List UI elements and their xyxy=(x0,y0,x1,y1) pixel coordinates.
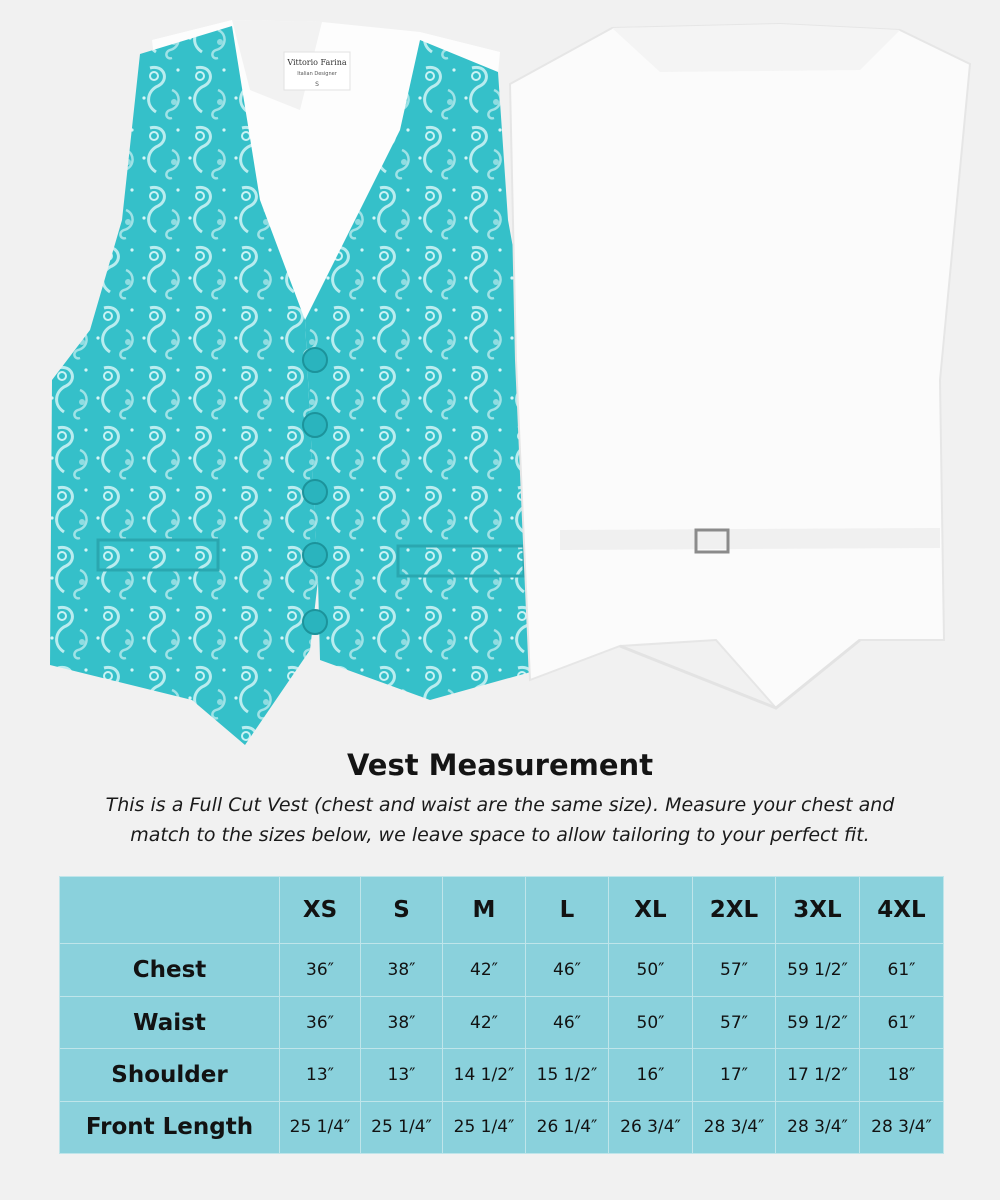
description-line-1: This is a Full Cut Vest (chest and waist are the same size). Measure your chest and xyxy=(105,794,895,816)
size-header-4xl: 4XL xyxy=(860,877,944,944)
table-cell: 42″ xyxy=(443,996,526,1048)
label-tagline-text: Italian Designer xyxy=(297,71,337,77)
table-cell: 36″ xyxy=(280,944,361,996)
size-header-3xl: 3XL xyxy=(776,877,860,944)
label-size-text: S xyxy=(315,81,319,88)
table-cell: 42″ xyxy=(443,944,526,996)
table-cell: 57″ xyxy=(693,944,776,996)
table-cell: 38″ xyxy=(361,944,443,996)
vest-back-panel xyxy=(510,24,970,708)
size-header-m: M xyxy=(443,877,526,944)
table-cell: 25 1/4″ xyxy=(280,1101,361,1153)
table-cell: 28 3/4″ xyxy=(776,1101,860,1153)
table-cell: 25 1/4″ xyxy=(443,1101,526,1153)
table-cell: 18″ xyxy=(860,1049,944,1101)
table-cell: 36″ xyxy=(280,996,361,1048)
table-cell: 46″ xyxy=(526,996,609,1048)
page-title: Vest Measurement xyxy=(346,748,654,782)
table-cell: 59 1/2″ xyxy=(776,996,860,1048)
back-collar xyxy=(612,24,900,72)
row-label-chest: Chest xyxy=(60,944,280,996)
size-chart-table xyxy=(59,876,944,1154)
size-header-xl: XL xyxy=(609,877,693,944)
table-cell: 13″ xyxy=(361,1049,443,1101)
front-vest xyxy=(50,20,574,745)
row-label-waist: Waist xyxy=(60,996,280,1048)
table-cell: 25 1/4″ xyxy=(361,1101,443,1153)
table-cell: 16″ xyxy=(609,1049,693,1101)
back-vest xyxy=(510,24,970,708)
size-header-s: S xyxy=(361,877,443,944)
row-label-shoulder: Shoulder xyxy=(60,1049,280,1101)
description-line-2: match to the sizes below, we leave space to allow tailoring to your perfect fit. xyxy=(130,824,870,846)
row-label-front-length: Front Length xyxy=(60,1101,280,1153)
table-cell: 13″ xyxy=(280,1049,361,1101)
table-cell: 17 1/2″ xyxy=(776,1049,860,1101)
table-cell: 26 3/4″ xyxy=(609,1101,693,1153)
size-header-l: L xyxy=(526,877,609,944)
table-cell: 57″ xyxy=(693,996,776,1048)
table-cell: 38″ xyxy=(361,996,443,1048)
table-corner-cell xyxy=(60,877,280,944)
table-cell: 50″ xyxy=(609,996,693,1048)
table-cell: 61″ xyxy=(860,996,944,1048)
back-belt xyxy=(560,528,940,550)
table-cell: 28 3/4″ xyxy=(693,1101,776,1153)
table-cell: 46″ xyxy=(526,944,609,996)
table-cell: 61″ xyxy=(860,944,944,996)
table-cell: 28 3/4″ xyxy=(860,1101,944,1153)
table-cell: 15 1/2″ xyxy=(526,1049,609,1101)
table-row xyxy=(60,1049,944,1101)
table-row xyxy=(60,996,944,1048)
table-cell: 59 1/2″ xyxy=(776,944,860,996)
size-header-xs: XS xyxy=(280,877,361,944)
label-brand-text: Vittorio Farina xyxy=(287,58,347,67)
table-cell: 14 1/2″ xyxy=(443,1049,526,1101)
table-row xyxy=(60,944,944,996)
size-header-2xl: 2XL xyxy=(693,877,776,944)
size-header-row xyxy=(60,877,944,944)
table-cell: 17″ xyxy=(693,1049,776,1101)
table-cell: 50″ xyxy=(609,944,693,996)
table-row xyxy=(60,1101,944,1153)
table-cell: 26 1/4″ xyxy=(526,1101,609,1153)
brand-label xyxy=(284,52,350,90)
